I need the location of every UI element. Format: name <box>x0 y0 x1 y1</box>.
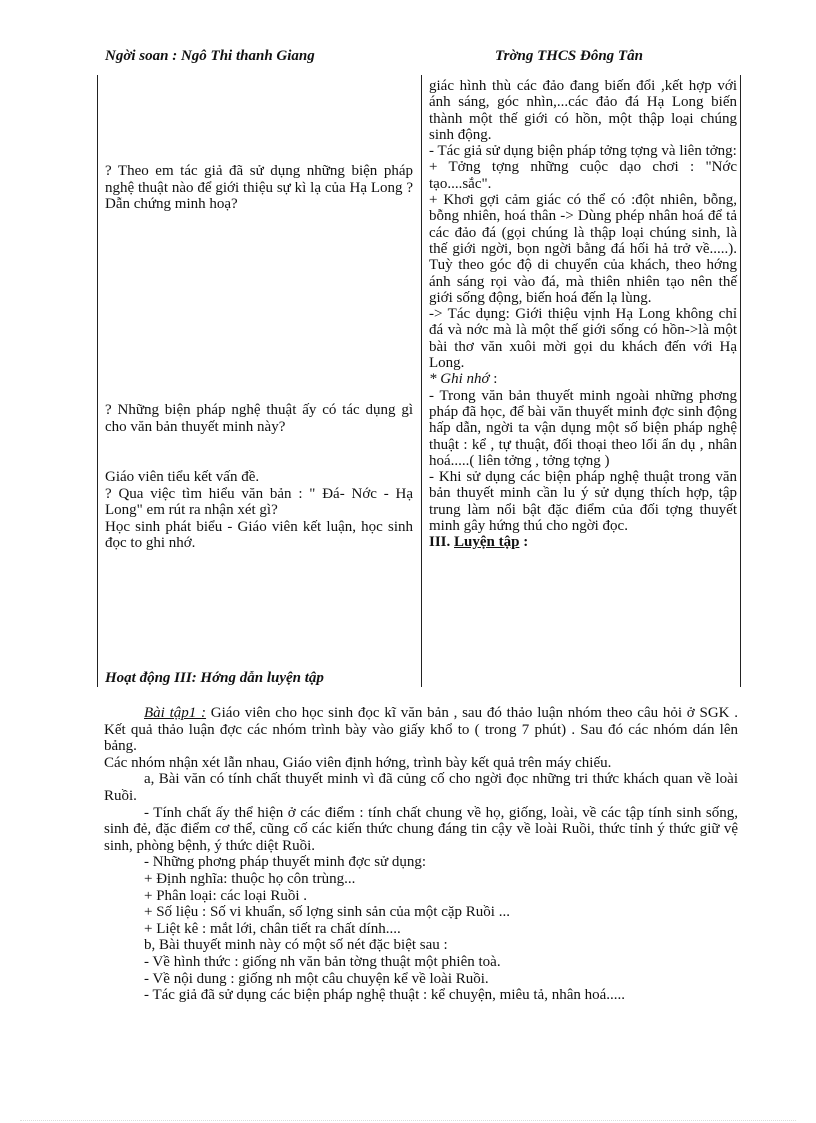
body-line: a, Bài văn có tính chất thuyết minh vì đã củng cố cho ngời đọc những tri thức khách quan về loài Ruồi. <box>104 771 738 804</box>
section-title: Luyện tập <box>454 534 520 551</box>
page-header <box>105 48 705 70</box>
question-conclusion: ? Qua việc tìm hiểu văn bản : " Đá- Nớc - Hạ Long" em rút ra nhận xét gì? <box>105 485 413 518</box>
answer-paragraph: giác hình thù các đảo đang biến đổi ,kết hợp với ánh sáng, góc nhìn,...các đảo đá Hạ Long biến thành một thế giới có hồn, một thập loại chúng sinh động. <box>429 78 737 143</box>
answer-paragraph: + Tởng tợng những cuộc dạo chơi : "Nớc tạo....sắc". <box>429 159 737 192</box>
body-line: b, Bài thuyết minh này có một số nét đặc biệt sau : <box>144 937 448 954</box>
exercise-colon: : <box>201 705 207 721</box>
question-effects: ? Những biện pháp nghệ thuật ấy có tác dụng gì cho văn bản thuyết minh này? <box>105 402 413 435</box>
memo-colon: : <box>489 371 498 388</box>
page-bottom-divider <box>20 1120 796 1121</box>
table-border-right <box>740 75 741 687</box>
body-line: - Tác giả đã sử dụng các biện pháp nghệ thuật : kể chuyện, miêu tả, nhân hoá..... <box>144 987 626 1004</box>
exercise-text: Giáo viên cho học sinh đọc kĩ văn bản , sau đó thảo luận nhóm theo câu hỏi ở SGK . Kết quả thảo luận đợc các nhóm trình bày vào giấy khổ to ( trong 7 phút) . Sau đó các nhóm dán lên bảng. <box>104 705 738 755</box>
teacher-summary <box>105 469 413 552</box>
exercise-body <box>104 705 738 1004</box>
body-line: Các nhóm nhận xét lẫn nhau, Giáo viên định hớng, trình bày kết quả trên máy chiếu. <box>104 754 612 771</box>
answer-paragraph: -> Tác dụng: Giới thiệu vịnh Hạ Long không chỉ đá và nớc mà là một thế giới sống có hồn->là một bài thơ văn xuôi mời gọi du khách đến với Hạ Long. <box>429 306 737 372</box>
body-line: + Số liệu : Số vi khuẩn, số lợng sinh sản của một cặp Ruồi ... <box>144 904 510 921</box>
answer-paragraph: - Trong văn bản thuyết minh ngoài những phơng pháp đã học, để bài văn thuyết minh đợc sinh động hấp dẫn, ngời ta vận dụng một số biện pháp nghệ thuật : kể , tự thuật, đối thoại theo lối ẩn dụ , nhân hoá.....( liên tởng , tởng tợng ) <box>429 387 737 469</box>
summary-line: Giáo viên tiểu kết vấn đề. <box>105 469 260 485</box>
section-number: III. <box>429 534 455 551</box>
section-colon: : <box>519 534 529 551</box>
lesson-table <box>97 75 742 687</box>
memo-label: * Ghi nhớ <box>429 371 490 388</box>
body-line: - Về hình thức : giống nh văn bản tờng thuật một phiên toà. <box>144 953 501 970</box>
body-line: + Liệt kê : mắt lới, chân tiết ra chất dính.... <box>144 920 401 937</box>
author-line: Ngời soan : Ngô Thi thanh Giang <box>105 48 315 64</box>
answer-paragraph: + Khơi gợi cảm giác có thể có :đột nhiên, bỗng, bỗng nhiên, hoá thân -> Dùng phép nhân hoá để tả các đảo đá (gọi chúng là thập loại chúng sinh, là thế giới ngời, bọn ngời bằng đá hối hả trở về.....). Tuỳ theo góc độ di chuyển của khách, theo hớng ánh sáng rọi vào đá, mà thiên nhiên tạo nên thế giới sống động, biến hoá đến lạ lùng. <box>429 192 737 306</box>
school-line: Trờng THCS Đông Tân <box>495 48 643 64</box>
exercise-intro <box>104 705 738 755</box>
answer-paragraph: - Khi sử dụng các biện pháp nghệ thuật trong văn bản thuyết minh cần lu ý sử dụng thích hợp, tập trung làm nổi bật đặc điểm của đối tợng thuyết minh gây hứng thú cho ngời đọc. <box>429 469 737 535</box>
body-line: + Phân loại: các loại Ruồi . <box>144 887 308 904</box>
body-line: - Những phơng pháp thuyết minh đợc sử dụng: <box>144 854 427 871</box>
table-border-left <box>97 75 98 687</box>
body-line: - Về nội dung : giống nh một câu chuyện kể về loài Ruồi. <box>144 970 489 987</box>
memo-heading <box>429 371 737 387</box>
exercise-label: Bài tập1 <box>144 705 202 721</box>
question-techniques: ? Theo em tác giả đã sử dụng những biện pháp nghệ thuật nào để giới thiệu sự kì lạ của Hạ Long ? Dẫn chứng minh hoạ? <box>105 163 413 212</box>
table-border-middle <box>421 75 422 687</box>
body-line: - Tính chất ấy thể hiện ở các điểm : tính chất chung về họ, giống, loài, về các tập tính sinh sống, sinh đẻ, đặc điểm cơ thể, cũng cố các kiến thức chung đáng tin cậy về loài Ruồi, thức tỉnh ý thức giữ vệ sinh, phòng bệnh, ý thức diệt Ruồi. <box>104 804 738 854</box>
body-line: + Định nghĩa: thuộc họ côn trùng... <box>144 870 356 887</box>
answer-paragraph: - Tác giả sử dụng biện pháp tởng tợng và liên tởng: <box>429 143 737 160</box>
student-activity: Học sinh phát biểu - Giáo viên kết luận, học sinh đọc to ghi nhớ. <box>105 518 413 551</box>
answer-column <box>429 78 737 551</box>
section-heading <box>429 534 737 550</box>
activity-three-heading: Hoạt động III: Hớng dẫn luyện tập <box>105 670 324 686</box>
